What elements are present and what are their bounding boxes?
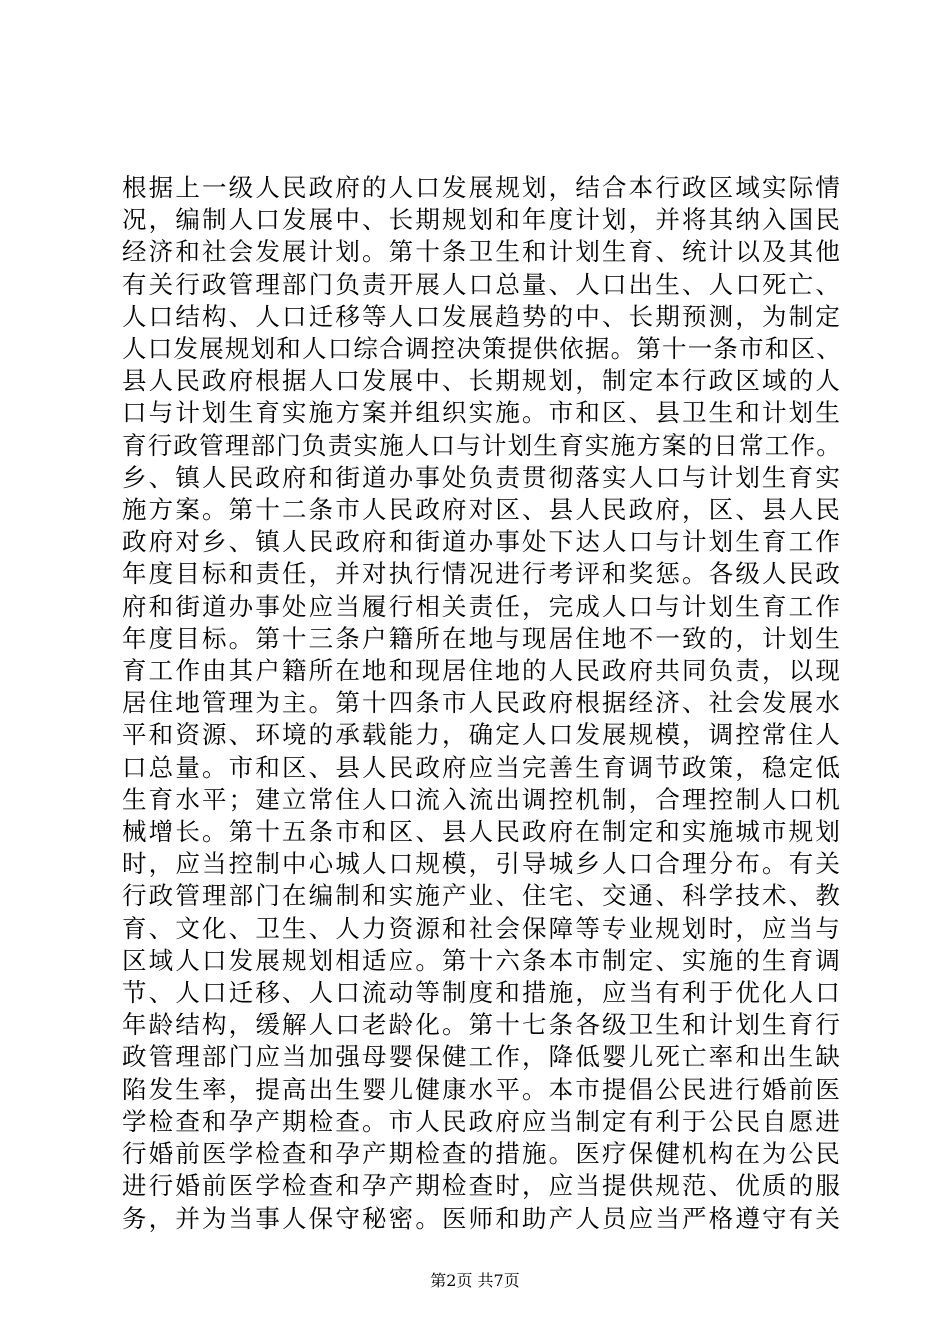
text-line: 区域人口发展规划相适应。第十六条本市制定、实施的生育调: [122, 945, 842, 975]
text-line: 人口发展规划和人口综合调控决策提供依据。第十一条市和区、: [122, 334, 842, 364]
text-line: 务，并为当事人保守秘密。医师和助产人员应当严格遵守有关: [122, 1203, 842, 1233]
text-line: 居住地管理为主。第十四条市人民政府根据经济、社会发展水: [122, 688, 842, 718]
text-line: 县人民政府根据人口发展中、长期规划，制定本行政区域的人: [122, 366, 842, 396]
text-line: 节、人口迁移、人口流动等制度和措施，应当有利于优化人口: [122, 978, 842, 1008]
text-line: 年度目标和责任，并对执行情况进行考评和奖惩。各级人民政: [122, 559, 842, 589]
text-line: 人口结构、人口迁移等人口发展趋势的中、长期预测，为制定: [122, 301, 842, 331]
text-line: 施方案。第十二条市人民政府对区、县人民政府，区、县人民: [122, 495, 842, 525]
text-line: 学检查和孕产期检查。市人民政府应当制定有利于公民自愿进: [122, 1106, 842, 1136]
text-line: 陷发生率，提高出生婴儿健康水平。本市提倡公民进行婚前医: [122, 1074, 842, 1104]
text-line: 时，应当控制中心城人口规模，引导城乡人口合理分布。有关: [122, 849, 842, 879]
text-line: 进行婚前医学检查和孕产期检查时，应当提供规范、优质的服: [122, 1171, 842, 1201]
text-line: 年度目标。第十三条户籍所在地与现居住地不一致的，计划生: [122, 623, 842, 653]
text-line: 平和资源、环境的承载能力，确定人口发展规模，调控常住人: [122, 720, 842, 750]
text-line: 政管理部门应当加强母婴保健工作，降低婴儿死亡率和出生缺: [122, 1042, 842, 1072]
text-line: 行政管理部门在编制和实施产业、住宅、交通、科学技术、教: [122, 881, 842, 911]
text-line: 经济和社会发展计划。第十条卫生和计划生育、统计以及其他: [122, 237, 842, 267]
text-line: 育行政管理部门负责实施人口与计划生育实施方案的日常工作。: [122, 430, 842, 460]
text-line: 口总量。市和区、县人民政府应当完善生育调节政策，稳定低: [122, 752, 842, 782]
text-line: 年龄结构，缓解人口老龄化。第十七条各级卫生和计划生育行: [122, 1010, 842, 1040]
text-line: 育、文化、卫生、人力资源和社会保障等专业规划时，应当与: [122, 913, 842, 943]
text-line: 府和街道办事处应当履行相关责任，完成人口与计划生育工作: [122, 591, 842, 621]
text-line: 有关行政管理部门负责开展人口总量、人口出生、人口死亡、: [122, 269, 842, 299]
text-line: 行婚前医学检查和孕产期检查的措施。医疗保健机构在为公民: [122, 1139, 842, 1169]
text-line: 育工作由其户籍所在地和现居住地的人民政府共同负责，以现: [122, 656, 842, 686]
body-text: [122, 172, 842, 1235]
text-line: 根据上一级人民政府的人口发展规划，结合本行政区域实际情: [122, 173, 842, 202]
text-line: 口与计划生育实施方案并组织实施。市和区、县卫生和计划生: [122, 398, 842, 428]
text-line: 政府对乡、镇人民政府和街道办事处下达人口与计划生育工作: [122, 527, 842, 557]
text-line: 械增长。第十五条市和区、县人民政府在制定和实施城市规划: [122, 817, 842, 847]
page-number-footer: 第2页 共7页: [430, 1271, 520, 1290]
text-line: 况，编制人口发展中、长期规划和年度计划，并将其纳入国民: [122, 205, 842, 235]
text-line: 生育水平；建立常住人口流入流出调控机制，合理控制人口机: [122, 784, 842, 814]
text-line: 乡、镇人民政府和街道办事处负责贯彻落实人口与计划生育实: [122, 462, 842, 492]
